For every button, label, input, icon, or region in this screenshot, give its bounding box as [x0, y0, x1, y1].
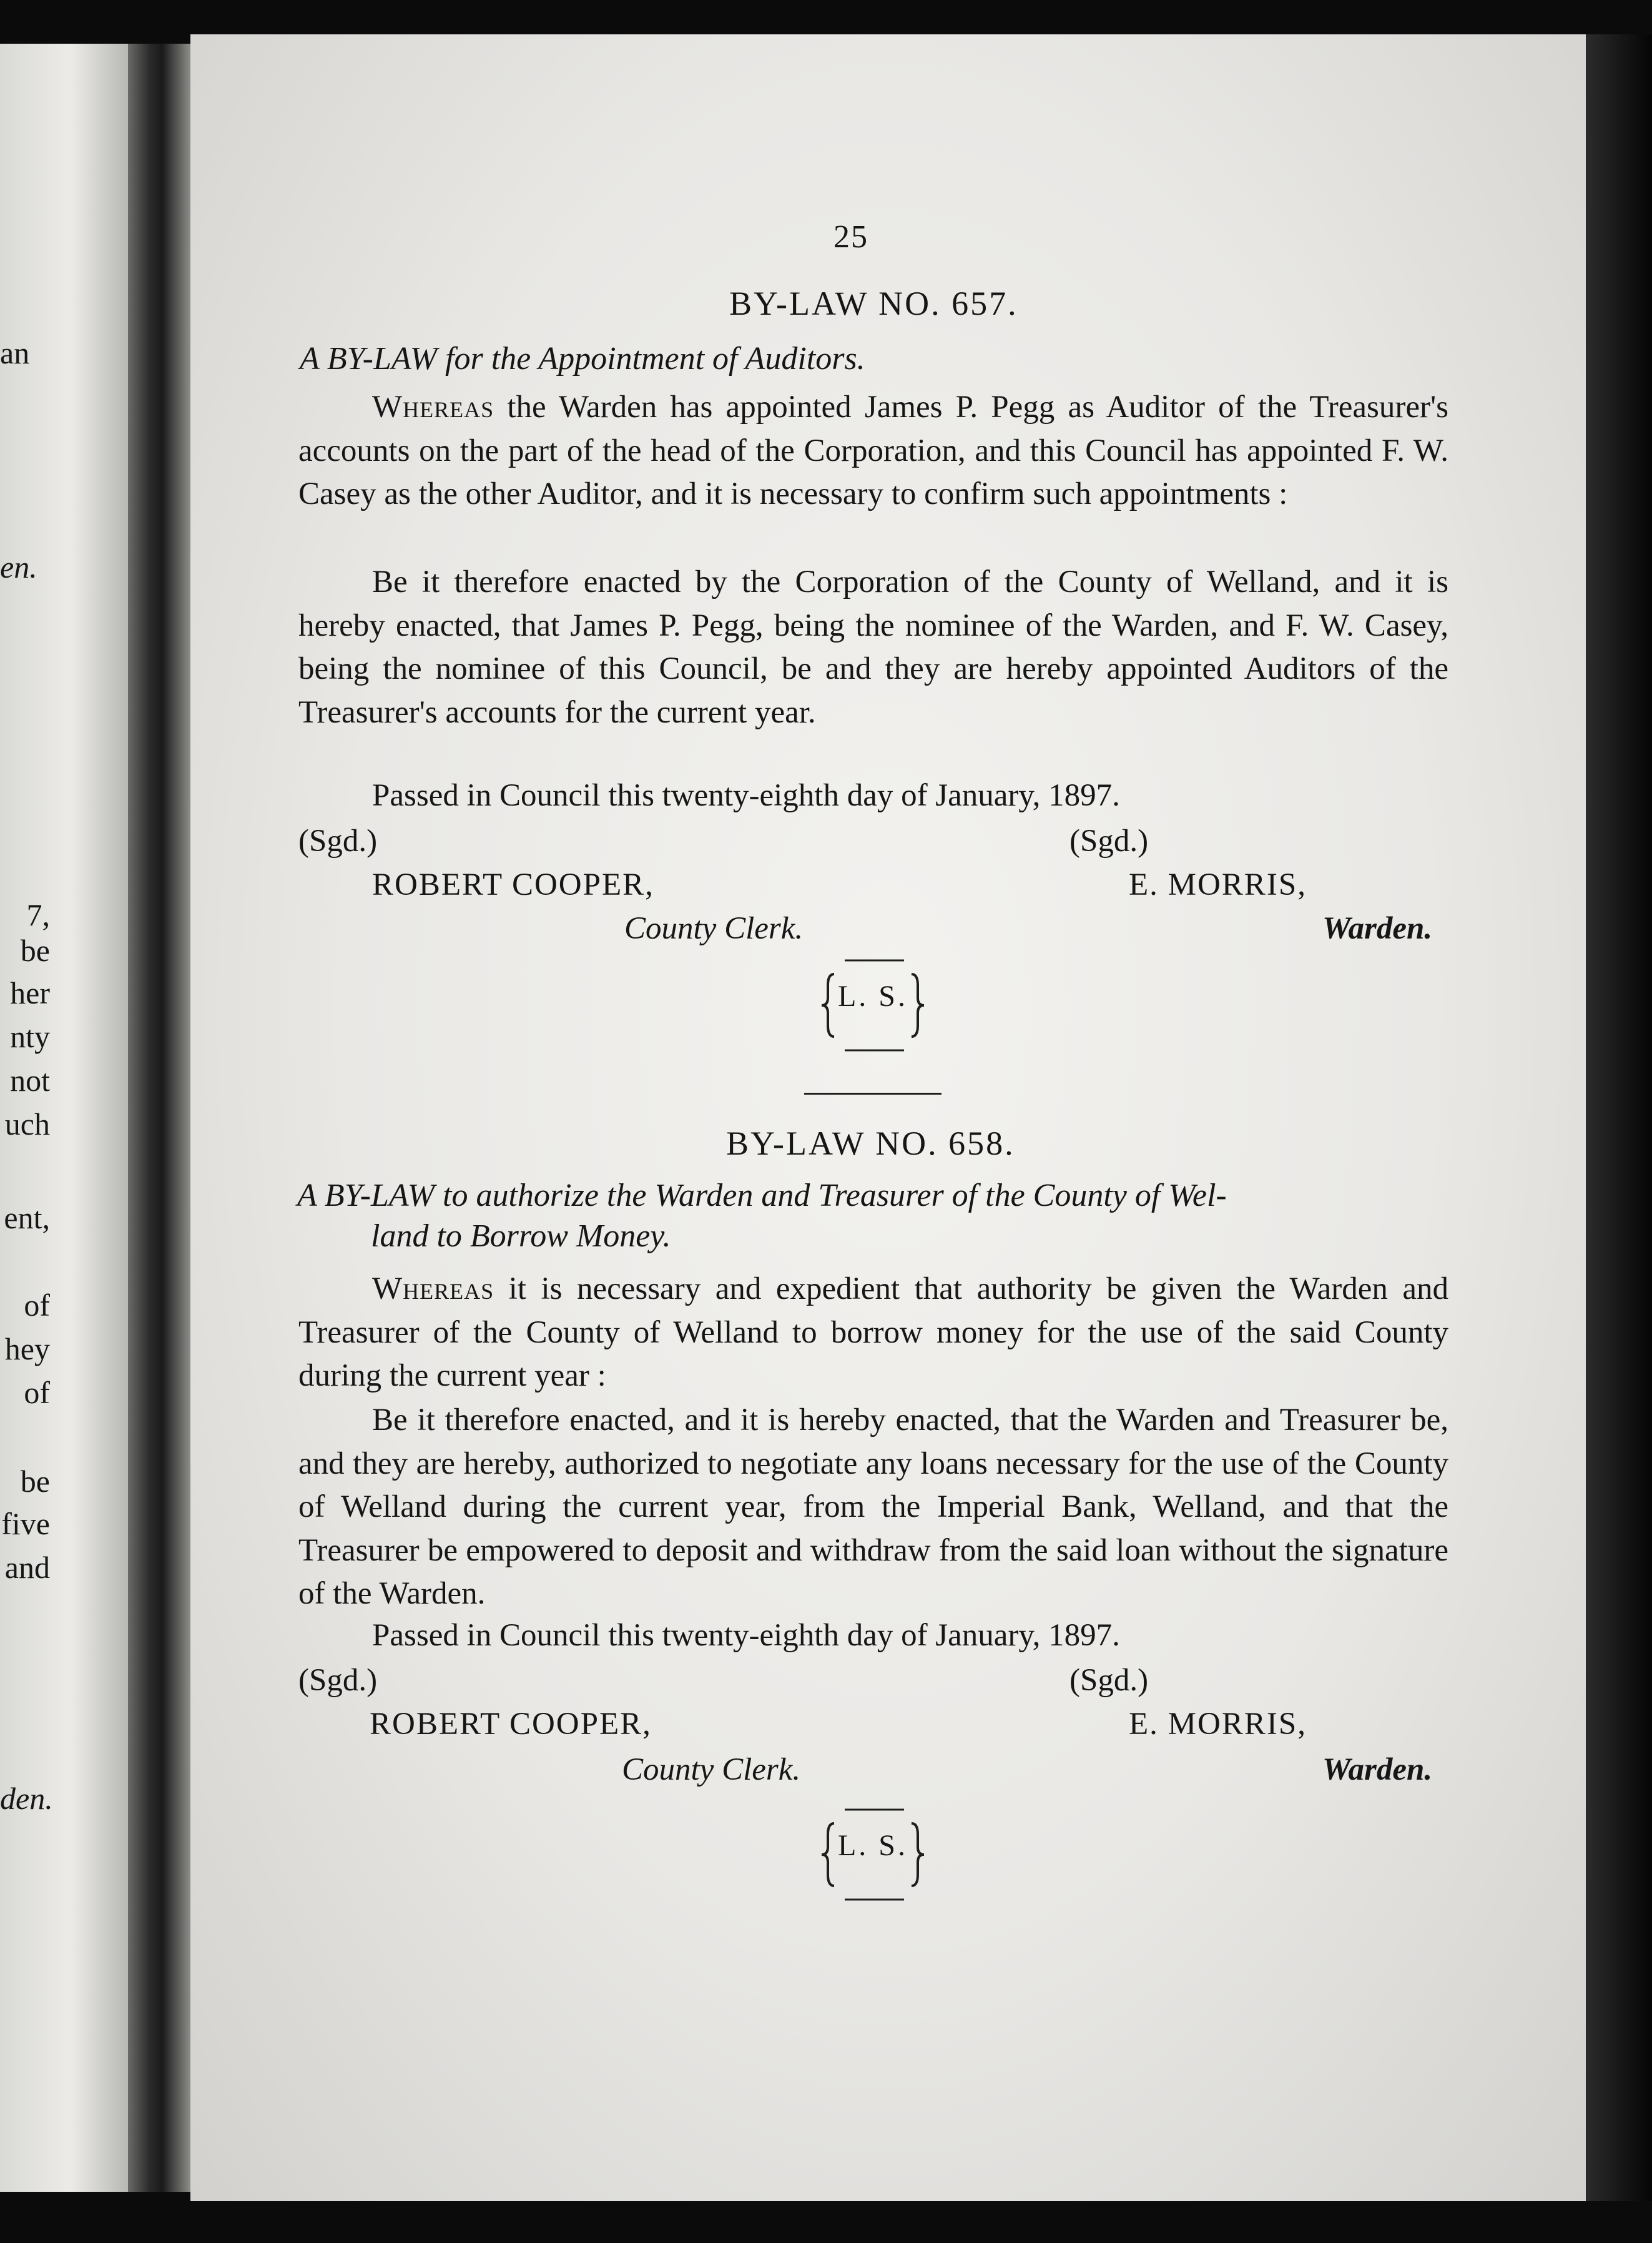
paragraph-text: Be it therefore enacted, and it is hereby enacted, that the Warden and Treasurer be, and they are hereby, authorized to negotiate any loans necessary for the use of the County of Welland during the current year, from the Imperial Bank, Welland, and that the Treasurer be empowered to deposit and withdraw from the said loan without the signature of the Warden.: [298, 1402, 1448, 1612]
left-page-fragment: her: [10, 975, 50, 1010]
bylaw-657-seal: [810, 955, 935, 1055]
bylaw-657-heading: BY-LAW NO. 657.: [729, 285, 1018, 322]
bylaw-657-warden-name: E. MORRIS,: [1129, 867, 1307, 902]
left-page-fragment: hey: [4, 1331, 50, 1366]
bylaw-657-clerk-title: County Clerk.: [624, 911, 804, 946]
seal-text: L. S.: [837, 980, 908, 1013]
section-divider: [804, 1093, 942, 1095]
bylaw-657-sgd-right: (Sgd.): [1069, 824, 1149, 859]
bylaw-657-enacting-paragraph: [298, 561, 1448, 734]
left-page-fragment: be: [20, 1464, 50, 1499]
left-page-fragment: 7,: [26, 897, 50, 932]
bylaw-658-heading: BY-LAW NO. 658.: [726, 1125, 1015, 1162]
bylaw-657-sgd-left: (Sgd.): [298, 824, 378, 859]
left-page-fragment: of: [24, 1375, 50, 1410]
bylaw-658-subtitle-line-2: land to Borrow Money.: [371, 1218, 671, 1254]
bylaw-658-seal: [810, 1805, 935, 1905]
right-scan-edge: [1586, 34, 1652, 2201]
left-page-fragment: of: [24, 1288, 50, 1323]
left-page-fragment: be: [20, 933, 50, 968]
book-gutter: [128, 44, 190, 2192]
left-page-fragment: an: [0, 335, 30, 370]
paragraph-text: it is necessary and expedient that authority be given the Warden and Treasurer of the County of Welland to borrow money for the use of the said County during the current year :: [298, 1271, 1448, 1394]
left-page-fragment: ent,: [4, 1200, 50, 1235]
left-page-fragment: and: [4, 1550, 50, 1585]
bylaw-658-clerk-name: ROBERT COOPER,: [370, 1707, 652, 1742]
bylaw-657-clerk-name: ROBERT COOPER,: [372, 867, 654, 902]
bylaw-658-subtitle-line-1: A BY-LAW to authorize the Warden and Treasurer of the County of Wel-: [297, 1178, 1227, 1213]
left-page-fragment: not: [10, 1063, 50, 1098]
bylaw-657-subtitle: A BY-LAW for the Appointment of Auditors.: [300, 341, 865, 377]
left-page-edge: [0, 44, 128, 2192]
left-page-fragment: den.: [0, 1781, 53, 1816]
bylaw-657-passed-line: Passed in Council this twenty-eighth day of January, 1897.: [372, 778, 1120, 813]
whereas-lead: Whereas: [372, 390, 494, 425]
bylaw-657-warden-title: Warden.: [1322, 911, 1433, 946]
bylaw-658-warden-name: E. MORRIS,: [1129, 1707, 1307, 1742]
seal-text: L. S.: [837, 1829, 908, 1862]
bylaw-658-warden-title: Warden.: [1322, 1752, 1433, 1787]
page-number: 25: [833, 219, 868, 255]
bylaw-658-whereas-paragraph: [298, 1268, 1448, 1398]
bylaw-658-clerk-title: County Clerk.: [622, 1752, 801, 1787]
paragraph-text: Be it therefore enacted by the Corporation of the County of Welland, and it is hereby enacted, that James P. Pegg, being the nominee of the Warden, and F. W. Casey, being the nominee of this Council, be and they are hereby appointed Auditors of the Treasurer's accounts for the current year.: [298, 564, 1448, 730]
whereas-lead: Whereas: [372, 1271, 494, 1306]
bylaw-658-passed-line: Passed in Council this twenty-eighth day of January, 1897.: [372, 1618, 1120, 1653]
left-page-fragment: nty: [10, 1019, 50, 1054]
paragraph-text: the Warden has appointed James P. Pegg as Auditor of the Treasurer's accounts on the part of the head of the Corporation, and this Council has appointed F. W. Casey as the other Auditor, and it is necessary to confirm such appointments :: [298, 390, 1448, 512]
left-page-fragment: en.: [0, 550, 37, 584]
bylaw-657-whereas-paragraph: [298, 386, 1448, 516]
bylaw-658-sgd-left: (Sgd.): [298, 1663, 378, 1698]
bylaw-658-enacting-paragraph: [298, 1399, 1448, 1616]
left-page-fragment: five: [1, 1506, 50, 1541]
left-page-fragment: uch: [4, 1107, 50, 1141]
bylaw-658-sgd-right: (Sgd.): [1069, 1663, 1149, 1698]
